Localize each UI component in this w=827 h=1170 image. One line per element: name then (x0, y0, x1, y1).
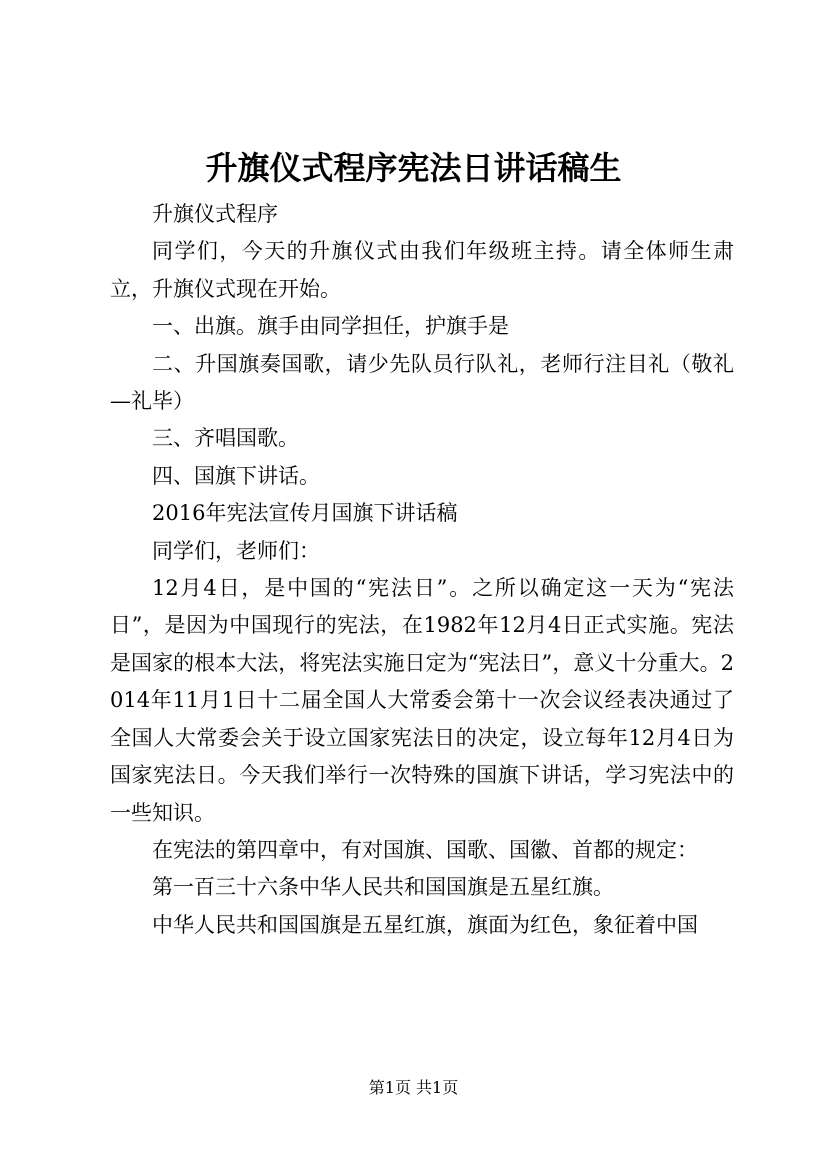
paragraph-6: 四、国旗下讲话。 (152, 463, 320, 488)
paragraph-10: 在宪法的第四章中，有对国旗、国歌、国徽、首都的规定： (152, 837, 698, 862)
document-title: 升旗仪式程序宪法日讲话稿生 (205, 149, 622, 187)
page-footer: 第1页 共1页 (368, 1078, 459, 1097)
paragraph-1: 升旗仪式程序 (152, 202, 278, 226)
paragraph-11: 第一百三十六条中华人民共和国国旗是五星红旗。 (152, 875, 614, 900)
paragraph-8: 同学们，老师们： (152, 538, 320, 563)
document-body (110, 196, 734, 944)
paragraph-5: 三、齐唱国歌。 (152, 426, 299, 451)
paragraph-7: 2016年宪法宣传月国旗下讲话稿 (152, 501, 458, 526)
paragraph-9: 12月4日，是中国的“宪法日”。之所以确定这一天为“宪法日”，是因为中国现行的宪法，在1982年12月4日正式实施。宪法是国家的根本大法，将宪法实施日定为“宪法日”，意义十分重大。2014年11月1日十二届全国人大常委会第十一次会议经表决通过了全国人大常委会关于设立国家宪法日的决定，设立每年12月4日为国家宪法日。今天我们举行一次特殊的国旗下讲话，学习宪法中的一些知识。 (110, 576, 734, 825)
paragraph-2: 同学们，今天的升旗仪式由我们年级班主持。请全体师生肃立，升旗仪式现在开始。 (110, 239, 734, 301)
paragraph-4: 二、升国旗奏国歌，请少先队员行队礼，老师行注目礼（敬礼—礼毕） (110, 351, 734, 414)
paragraph-12: 中华人民共和国国旗是五星红旗，旗面为红色，象征着中国 (152, 912, 698, 937)
paragraph-3: 一、出旗。旗手由同学担任，护旗手是 (152, 314, 509, 339)
